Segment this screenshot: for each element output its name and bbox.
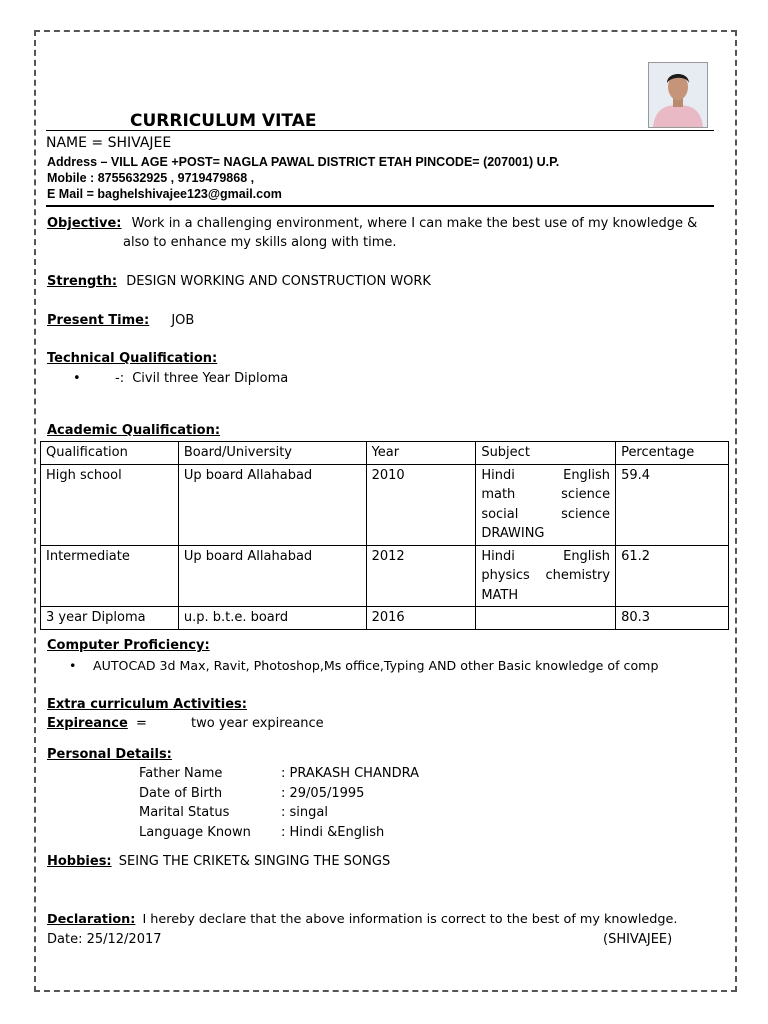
extra-curriculum-label: Extra curriculum Activities: bbox=[47, 697, 247, 712]
table-row bbox=[41, 464, 729, 545]
experience-value: two year expireance bbox=[191, 716, 324, 731]
hobbies-value: SEING THE CRIKET& SINGING THE SONGS bbox=[118, 854, 391, 869]
personal-field-value: : PRAKASH CHANDRA bbox=[281, 766, 419, 781]
table-row bbox=[41, 545, 729, 607]
present-time-value: JOB bbox=[171, 313, 195, 328]
percentage-cell: 80.3 bbox=[616, 607, 729, 630]
email-line: E Mail = baghelshivajee123@gmail.com bbox=[47, 187, 282, 201]
declaration-section bbox=[47, 910, 677, 929]
strength-section bbox=[47, 272, 431, 291]
declaration-label: Declaration: bbox=[47, 912, 136, 927]
percentage-cell: 61.2 bbox=[616, 545, 729, 607]
header-divider bbox=[46, 130, 714, 131]
strength-label: Strength: bbox=[47, 274, 118, 289]
subject-line: DRAWING bbox=[481, 526, 545, 541]
subject-line: Hindi English bbox=[481, 467, 611, 483]
table-header-cell: Qualification bbox=[41, 442, 179, 465]
declaration-date: Date: 25/12/2017 bbox=[47, 932, 162, 947]
personal-field-key: Date of Birth bbox=[139, 785, 223, 801]
subject-cell bbox=[476, 464, 616, 545]
personal-field-key: Father Name bbox=[139, 766, 223, 781]
qualification-cell: High school bbox=[41, 464, 179, 545]
declaration-text: I hereby declare that the above information is correct to the best of my knowledge. bbox=[142, 912, 678, 927]
strength-value: DESIGN WORKING AND CONSTRUCTION WORK bbox=[126, 274, 431, 289]
person-photo-image bbox=[649, 63, 707, 127]
technical-item bbox=[97, 369, 288, 388]
experience-separator: = bbox=[135, 716, 147, 731]
personal-field-value: : Hindi &English bbox=[281, 824, 385, 840]
objective-section bbox=[47, 214, 697, 233]
personal-field-key: Marital Status bbox=[139, 805, 230, 820]
personal-field-value: : 29/05/1995 bbox=[281, 785, 365, 801]
candidate-name: NAME = SHIVAJEE bbox=[46, 135, 172, 151]
technical-item-prefix: -: bbox=[115, 371, 125, 386]
experience-line bbox=[47, 714, 324, 733]
table-row bbox=[41, 607, 729, 630]
subject-line: social science bbox=[481, 506, 611, 522]
objective-text-line2: also to enhance my skills along with time. bbox=[123, 235, 397, 250]
table-header-cell: Board/University bbox=[178, 442, 366, 465]
subject-line: MATH bbox=[481, 587, 519, 603]
qualification-cell: Intermediate bbox=[41, 545, 179, 607]
hobbies-section bbox=[47, 852, 390, 871]
cv-title: CURRICULUM VITAE bbox=[130, 111, 317, 131]
computer-proficiency-label: Computer Proficiency: bbox=[47, 638, 210, 653]
table-header-cell: Year bbox=[366, 442, 476, 465]
subject-line: Hindi English bbox=[481, 548, 611, 564]
table-header-cell: Subject bbox=[476, 442, 616, 465]
board-cell: Up board Allahabad bbox=[178, 545, 366, 607]
signature-name: (SHIVAJEE) bbox=[603, 932, 673, 947]
experience-label: Expireance bbox=[47, 716, 128, 731]
academic-qualification-label: Academic Qualification: bbox=[47, 423, 221, 438]
objective-label: Objective: bbox=[47, 216, 122, 231]
personal-field-key: Language Known bbox=[139, 824, 251, 840]
board-cell: Up board Allahabad bbox=[178, 464, 366, 545]
address-line: Address – VILL AGE +POST= NAGLA PAWAL DISTRICT ETAH PINCODE= (207001) U.P. bbox=[47, 155, 560, 169]
qualification-cell: 3 year Diploma bbox=[41, 607, 179, 630]
subject-cell bbox=[476, 545, 616, 607]
table-header-row bbox=[41, 442, 729, 465]
mobile-line: Mobile : 8755632925 , 9719479868 , bbox=[47, 171, 255, 185]
personal-field-value: : singal bbox=[281, 805, 328, 820]
personal-details-label: Personal Details: bbox=[47, 747, 172, 762]
contact-divider bbox=[46, 205, 714, 207]
present-time-section bbox=[47, 311, 194, 330]
profile-photo bbox=[648, 62, 708, 128]
year-cell: 2012 bbox=[366, 545, 476, 607]
subject-line: math science bbox=[481, 487, 611, 502]
present-time-label: Present Time: bbox=[47, 313, 150, 328]
table-header-cell: Percentage bbox=[616, 442, 729, 465]
technical-qualification-label: Technical Qualification: bbox=[47, 351, 218, 366]
year-cell: 2016 bbox=[366, 607, 476, 630]
academic-table bbox=[40, 441, 729, 630]
percentage-cell: 59.4 bbox=[616, 464, 729, 545]
subject-cell bbox=[476, 607, 616, 630]
objective-text-line1: Work in a challenging environment, where I can make the best use of my knowledge & bbox=[131, 216, 698, 231]
hobbies-label: Hobbies: bbox=[47, 854, 112, 869]
year-cell: 2010 bbox=[366, 464, 476, 545]
technical-item-text: Civil three Year Diploma bbox=[132, 371, 289, 386]
computer-proficiency-item: • AUTOCAD 3d Max, Ravit, Photoshop,Ms office,Typing AND other Basic knowledge of comp bbox=[93, 656, 658, 675]
subject-line: physics chemistry bbox=[481, 568, 611, 583]
board-cell: u.p. b.t.e. board bbox=[178, 607, 366, 630]
